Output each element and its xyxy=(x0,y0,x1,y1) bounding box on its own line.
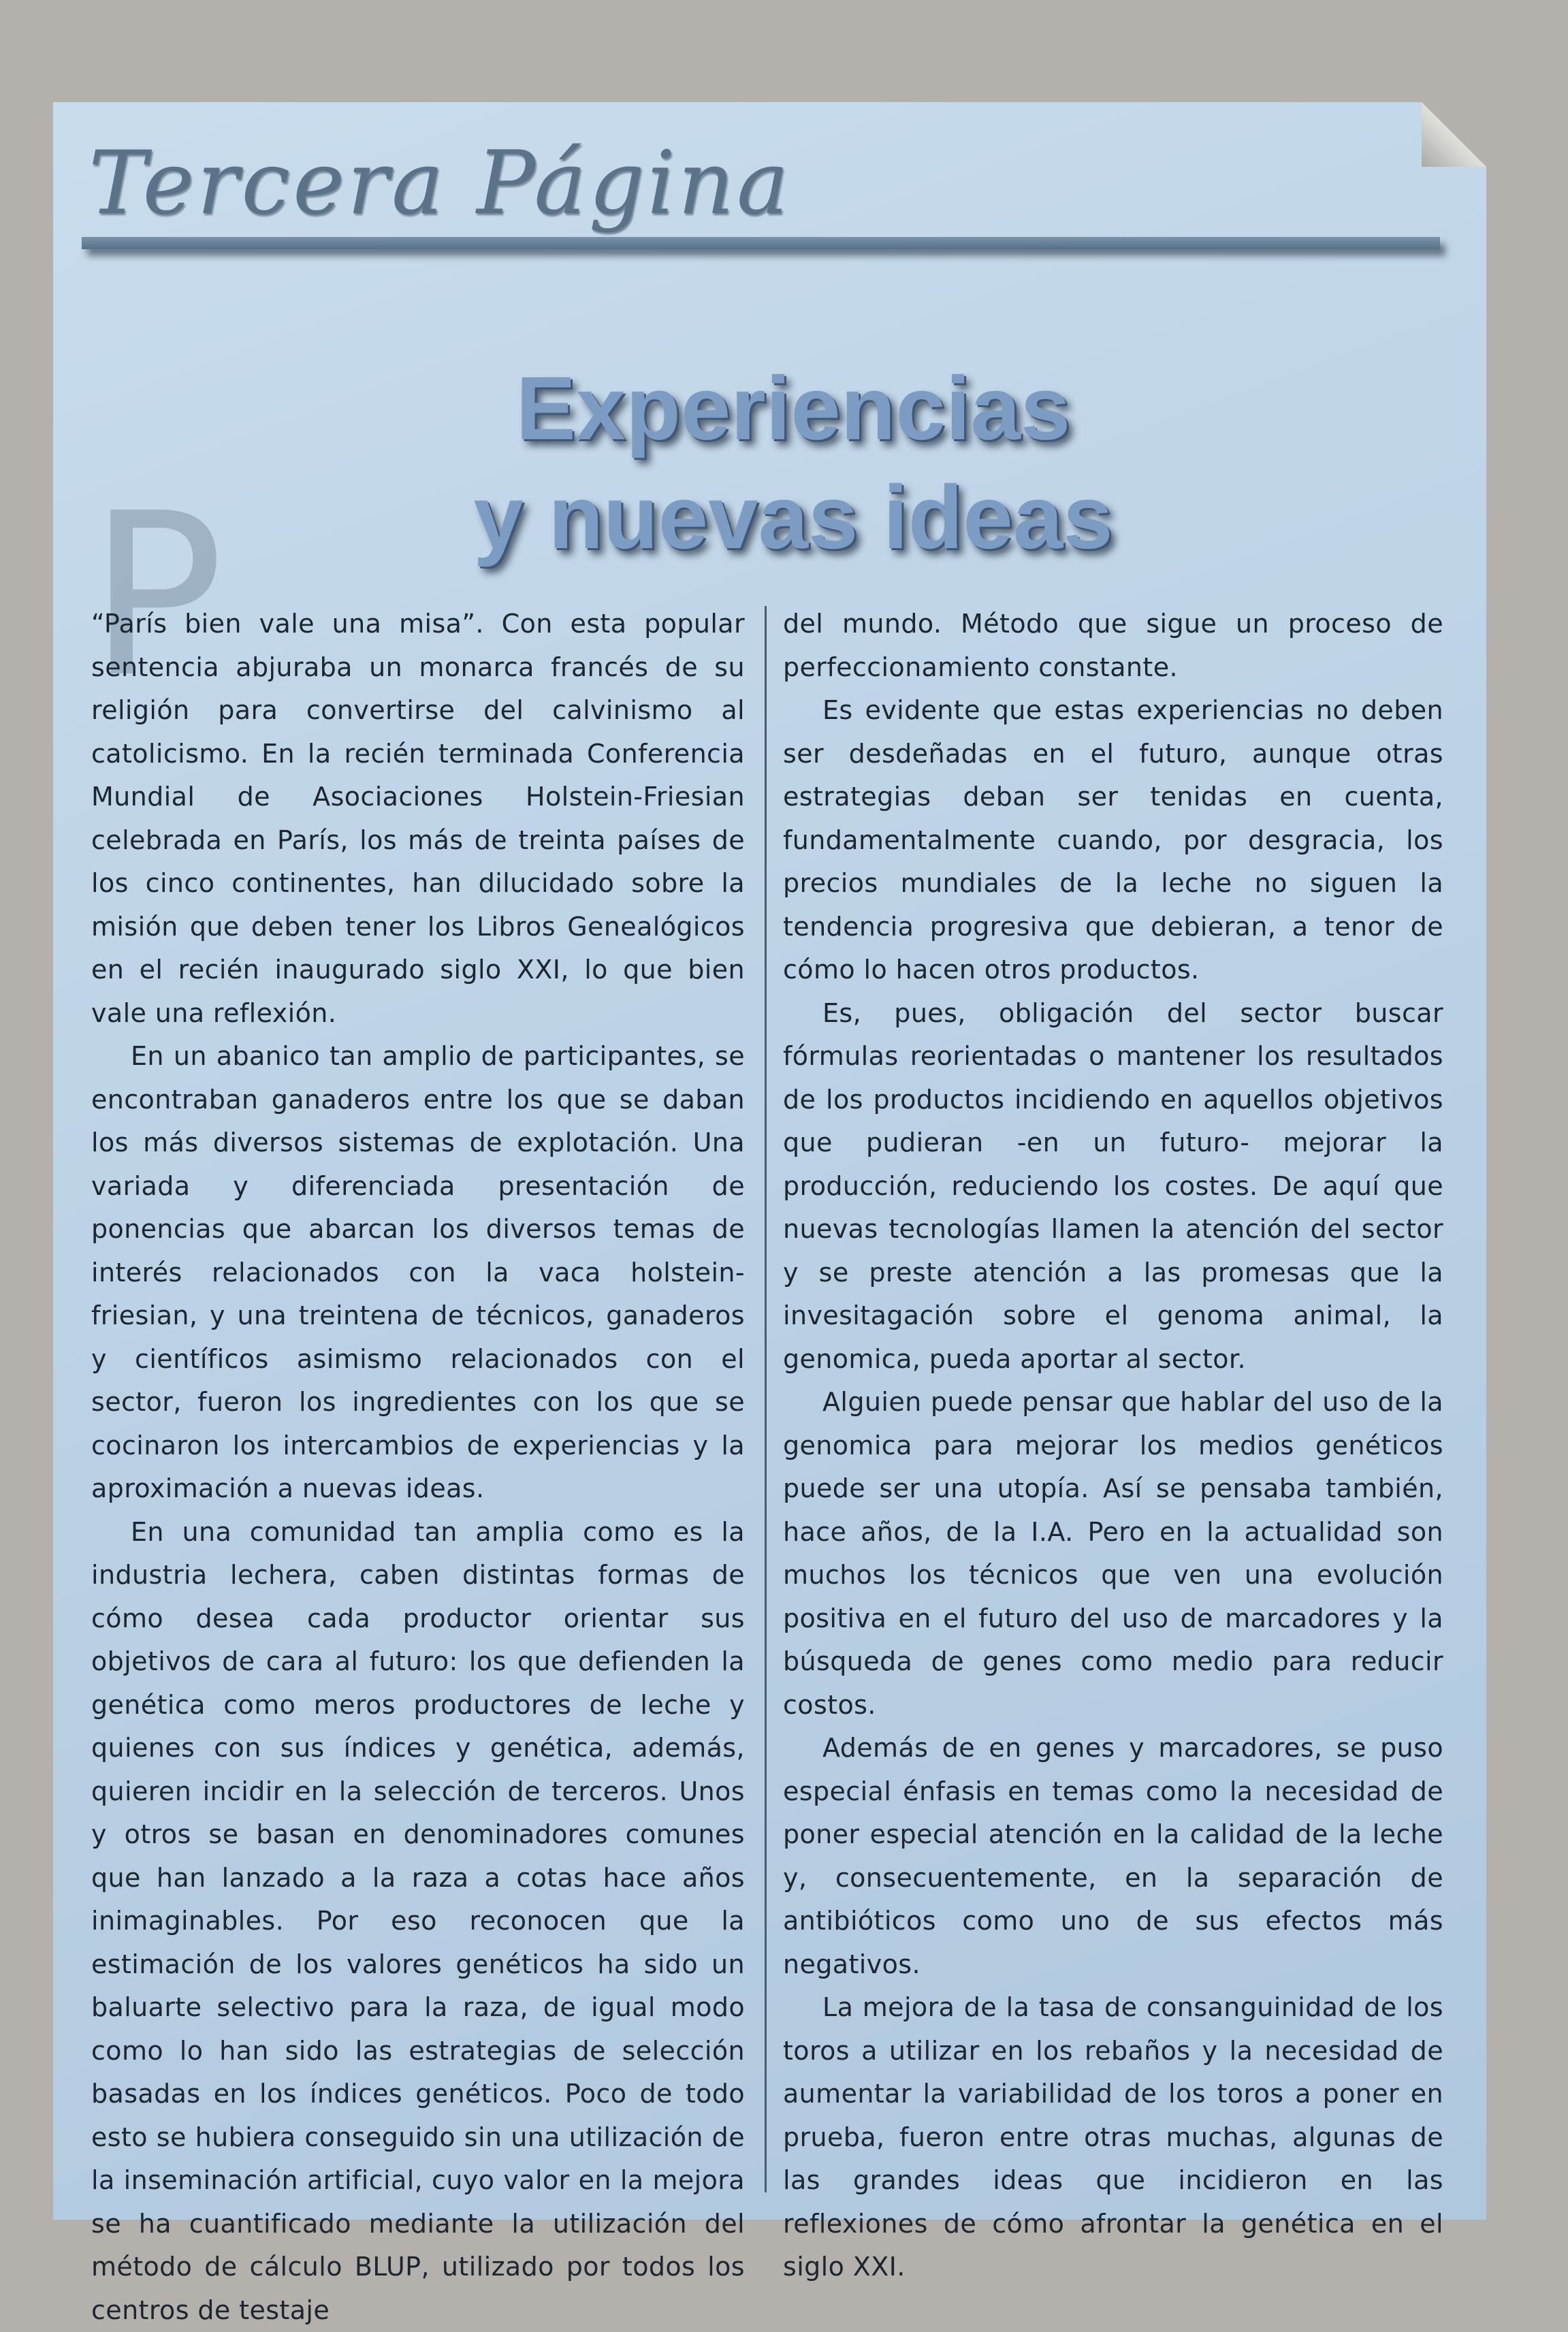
paragraph: Es evidente que estas experiencias no deben ser desdeñadas en el futuro, aunque otras estrategias deban ser tenidas en cuenta, fundamentalmente cuando, por desgracia, los precios mundiales de la leche no siguen la tendencia progresiva que debieran, a tenor de cómo lo hacen otros productos. xyxy=(783,689,1443,992)
article-title xyxy=(300,354,1287,572)
right-column xyxy=(783,603,1443,2289)
title-line-2: y nuevas ideas xyxy=(300,463,1287,572)
drop-cap: P xyxy=(89,483,224,708)
paragraph: Alguien puede pensar que hablar del uso de la genomica para mejorar los medios genéticos puede ser una utopía. Así se pensaba también, hace años, de la I.A. Pero en la actualidad son muchos los técnicos que ven una evolución positiva en el futuro del uso de marcadores y la búsqueda de genes como medio para reducir costos. xyxy=(783,1381,1443,1727)
folded-corner xyxy=(1422,102,1486,167)
paragraph: Es, pues, obligación del sector buscar fórmulas reorientadas o mantener los resultados de los productos incidiendo en aquellos objetivos que pudieran -en un futuro- mejorar la producción, reduciendo los costes. De aquí que nuevas tecnologías llamen la atención del sector y se preste atención a las promesas que la invesitagación sobre el genoma animal, la genomica, pueda aportar al sector. xyxy=(783,992,1443,1381)
paragraph: La mejora de la tasa de consanguinidad de los toros a utilizar en los rebaños y la necesidad de aumentar la variabilidad de los toros a poner en prueba, fueron entre otras muchas, algunas de las grandes ideas que incidieron en las reflexiones de cómo afrontar la genética en el siglo XXI. xyxy=(783,1986,1443,2289)
paragraph: del mundo. Método que sigue un proceso de perfeccionamiento constante. xyxy=(783,603,1443,689)
paragraph: En un abanico tan amplio de participantes, se encontraban ganaderos entre los que se daban los más diversos sistemas de explotación. Una variada y diferenciada presentación de ponencias que abarcan los diversos temas de interés relacionados con la vaca holstein-friesian, y una treintena de técnicos, ganaderos y científicos asimismo relacionados con el sector, fueron los ingredientes con los que se cocinaron los intercambios de experiencias y la aproximación a nuevas ideas. xyxy=(91,1035,745,1511)
title-line-1: Experiencias xyxy=(300,354,1287,463)
header-rule xyxy=(82,237,1440,249)
section-title: Tercera Página xyxy=(89,123,1042,245)
paragraph: Además de en genes y marcadores, se puso especial énfasis en temas como la necesidad de poner especial atención en la calidad de la leche y, consecuentemente, en la separación de antibióticos como uno de sus efectos más negativos. xyxy=(783,1727,1443,1986)
column-divider xyxy=(765,606,767,2192)
left-column xyxy=(91,603,745,2332)
paragraph: En una comunidad tan amplia como es la industria lechera, caben distintas formas de cómo desea cada productor orientar sus objetivos de cara al futuro: los que defienden la genética como meros productores de leche y quienes con sus índices y genética, además, quieren incidir en la selección de terceros. Unos y otros se basan en denominadores comunes que han lanzado a la raza a cotas hace años inimaginables. Por eso reconocen que la estimación de los valores genéticos ha sido un baluarte selectivo para la raza, de igual modo como lo han sido las estrategias de selección basadas en los índices genéticos. Poco de todo esto se hubiera conseguido sin una utilización de la inseminación artificial, cuyo valor en la mejora se ha cuantificado mediante la utilización del método de cálculo BLUP, utilizado por todos los centros de testaje xyxy=(91,1511,745,2332)
paragraph: “París bien vale una misa”. Con esta popular sentencia abjuraba un monarca francés de su religión para convertirse del calvinismo al catolicismo. En la recién terminada Conferencia Mundial de Asociaciones Holstein-Friesian celebrada en París, los más de treinta países de los cinco continentes, han dilucidado sobre la misión que deben tener los Libros Genealógicos en el recién inaugurado siglo XXI, lo que bien vale una reflexión. xyxy=(91,603,745,1035)
